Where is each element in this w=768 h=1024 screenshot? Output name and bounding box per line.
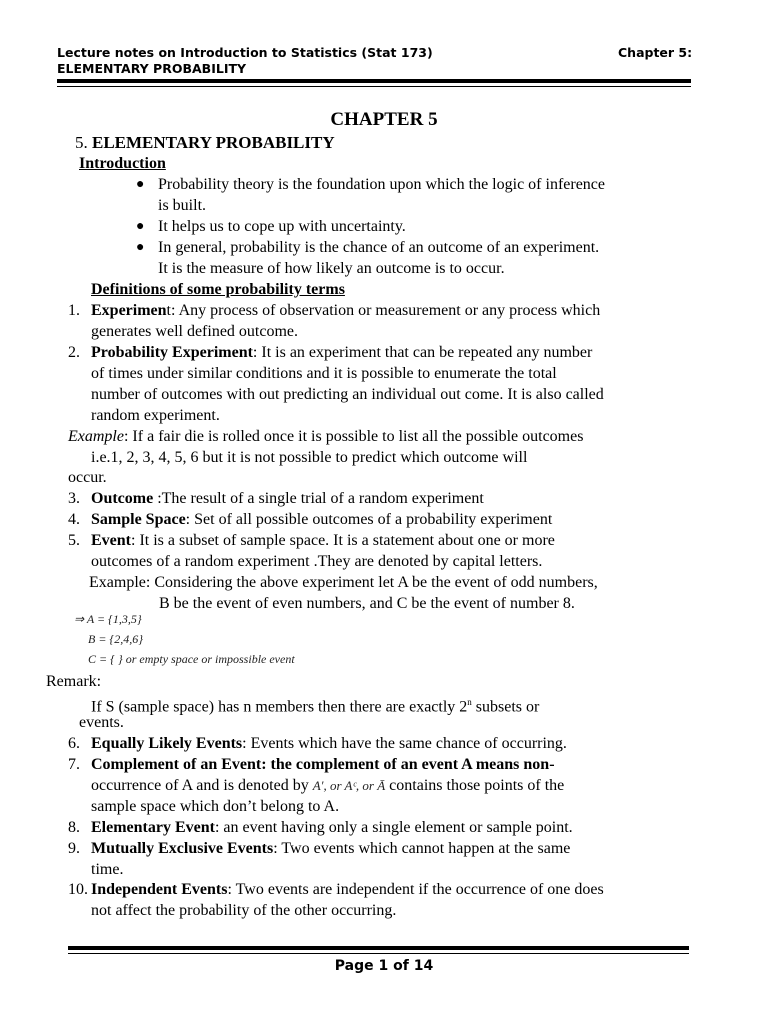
def-4-number: 4. (68, 511, 80, 528)
set-c-equation: C = { } or empty space or impossible event (88, 652, 295, 666)
def-2-number: 2. (68, 344, 80, 361)
def-7-number: 7. (68, 756, 80, 773)
def-1-text: : Any process of observation or measurement or any process which (171, 302, 601, 319)
def-8-text: : an event having only a single element or sample point. (214, 819, 573, 836)
section-title: ELEMENTARY PROBABILITY (92, 133, 335, 152)
def-10-text: : Two events are independent if the occurrence of one does (227, 881, 604, 898)
remark-line-2: events. (79, 714, 124, 731)
header-course-title: Lecture notes on Introduction to Statistics (Stat 173) (57, 45, 433, 60)
def-2-line-3: number of outcomes with out predicting an individual out come. It is also called (91, 386, 604, 403)
header-rule-thin (57, 86, 691, 87)
def-5-line-2: outcomes of a random experiment .They are denoted by capital letters. (91, 553, 543, 570)
def-5-line-4: B be the event of even numbers, and C be the event of number 8. (159, 595, 575, 612)
def-2-line-1 (91, 342, 592, 363)
example-line-1 (68, 426, 583, 447)
page-number: Page 1 of 14 (334, 958, 434, 974)
def-9-term: Mutually Exclusive Events (91, 840, 274, 857)
def-4-line (91, 509, 552, 530)
bullet-3-line-2: It is the measure of how likely an outcome is to occur. (158, 260, 505, 277)
running-header (57, 45, 433, 77)
def-10-number: 10. (68, 881, 88, 898)
definitions-heading: Definitions of some probability terms (91, 281, 345, 298)
def-9-line-1 (91, 838, 570, 859)
def-6-text: : Events which have the same chance of occurring. (242, 735, 567, 752)
intro-heading: Introduction (79, 155, 166, 172)
remark-superscript: n (467, 697, 472, 707)
bullet-1-line-2: is built. (158, 197, 207, 214)
def-6-number: 6. (68, 735, 80, 752)
def-5-line-3: Example: Considering the above experiment let A be the event of odd numbers, (89, 574, 598, 591)
bullet-2-line-1: It helps us to cope up with uncertainty. (158, 218, 406, 235)
complement-notation: A′, or Aᶜ, or Ā (312, 778, 386, 793)
def-1-term: Experimen (91, 302, 167, 319)
def-8-term: Elementary Event (91, 819, 215, 836)
bullet-1-line-1: Probability theory is the foundation upon which the logic of inference (158, 176, 605, 193)
def-9-line-2: time. (91, 861, 124, 878)
def-2-text: : It is an experiment that can be repeated any number (252, 344, 593, 361)
bullet-marker: ● (136, 240, 145, 255)
example-text: : If a fair die is rolled once it is possible to list all the possible outcomes (123, 428, 584, 445)
def-10-line-2: not affect the probability of the other occurring. (91, 902, 397, 919)
header-rule-thick (57, 79, 691, 83)
def-5-number: 5. (68, 532, 80, 549)
header-chapter-number: Chapter 5: (618, 45, 693, 60)
bullet-marker: ● (136, 177, 145, 192)
def-9-number: 9. (68, 840, 80, 857)
def-5-term: Event (91, 532, 131, 549)
section-heading (75, 132, 335, 153)
remark-line-1 (91, 692, 539, 717)
header-chapter-name: ELEMENTARY PROBABILITY (57, 61, 247, 76)
def-10-term: Independent Events (91, 881, 228, 898)
def-2-line-4: random experiment. (91, 407, 220, 424)
def-2-term: Probability Experiment (91, 344, 253, 361)
remark-text: If S (sample space) has n members then there are exactly 2 (91, 698, 468, 716)
def-3-term: Outcome (91, 490, 154, 507)
def-1-line-2: generates well defined outcome. (91, 323, 299, 340)
example-line-3: occur. (68, 469, 107, 486)
def-4-text: : Set of all possible outcomes of a probability experiment (185, 511, 553, 528)
remark-text-end: subsets or (471, 698, 540, 716)
def-4-term: Sample Space (91, 511, 186, 528)
def-9-text: : Two events which cannot happen at the same (273, 840, 571, 857)
def-7-line-2 (91, 775, 564, 796)
section-number: 5. (75, 133, 88, 152)
set-a-equation: ⇒ A = {1,3,5} (74, 612, 142, 626)
def-7-line-3: sample space which don’t belong to A. (91, 798, 340, 815)
def-1-number: 1. (68, 302, 80, 319)
def-3-line (91, 488, 484, 509)
def-6-line (91, 733, 567, 754)
footer-rule-thin (68, 953, 689, 954)
def-1-term-tail: t (166, 302, 171, 319)
def-5-text: : It is a subset of sample space. It is a statement about one or more (131, 532, 555, 549)
example-label: Example (68, 428, 124, 445)
def-1-line-1 (91, 300, 600, 321)
chapter-title: CHAPTER 5 (330, 109, 438, 130)
def-7-term: Complement of an Event: the complement of an event A means non- (91, 756, 555, 773)
def-6-term: Equally Likely Events (91, 735, 243, 752)
example-line-2: i.e.1, 2, 3, 4, 5, 6 but it is not possible to predict which outcome will (91, 449, 528, 466)
footer-rule-thick (68, 946, 689, 950)
def-8-line (91, 817, 573, 838)
def-8-number: 8. (68, 819, 80, 836)
def-3-number: 3. (68, 490, 80, 507)
bullet-3-line-1: In general, probability is the chance of an outcome of an experiment. (158, 239, 600, 256)
def-7-text-end: contains those points of the (385, 777, 565, 794)
def-10-line-1 (91, 879, 604, 900)
def-7-text: occurrence of A and is denoted by (91, 777, 313, 794)
def-3-text: :The result of a single trial of a random experiment (153, 490, 484, 507)
def-2-line-2: of times under similar conditions and it is possible to enumerate the total (91, 365, 557, 382)
bullet-marker: ● (136, 219, 145, 234)
remark-label: Remark: (46, 673, 102, 690)
def-5-line-1 (91, 530, 555, 551)
set-b-equation: B = {2,4,6} (88, 632, 144, 646)
